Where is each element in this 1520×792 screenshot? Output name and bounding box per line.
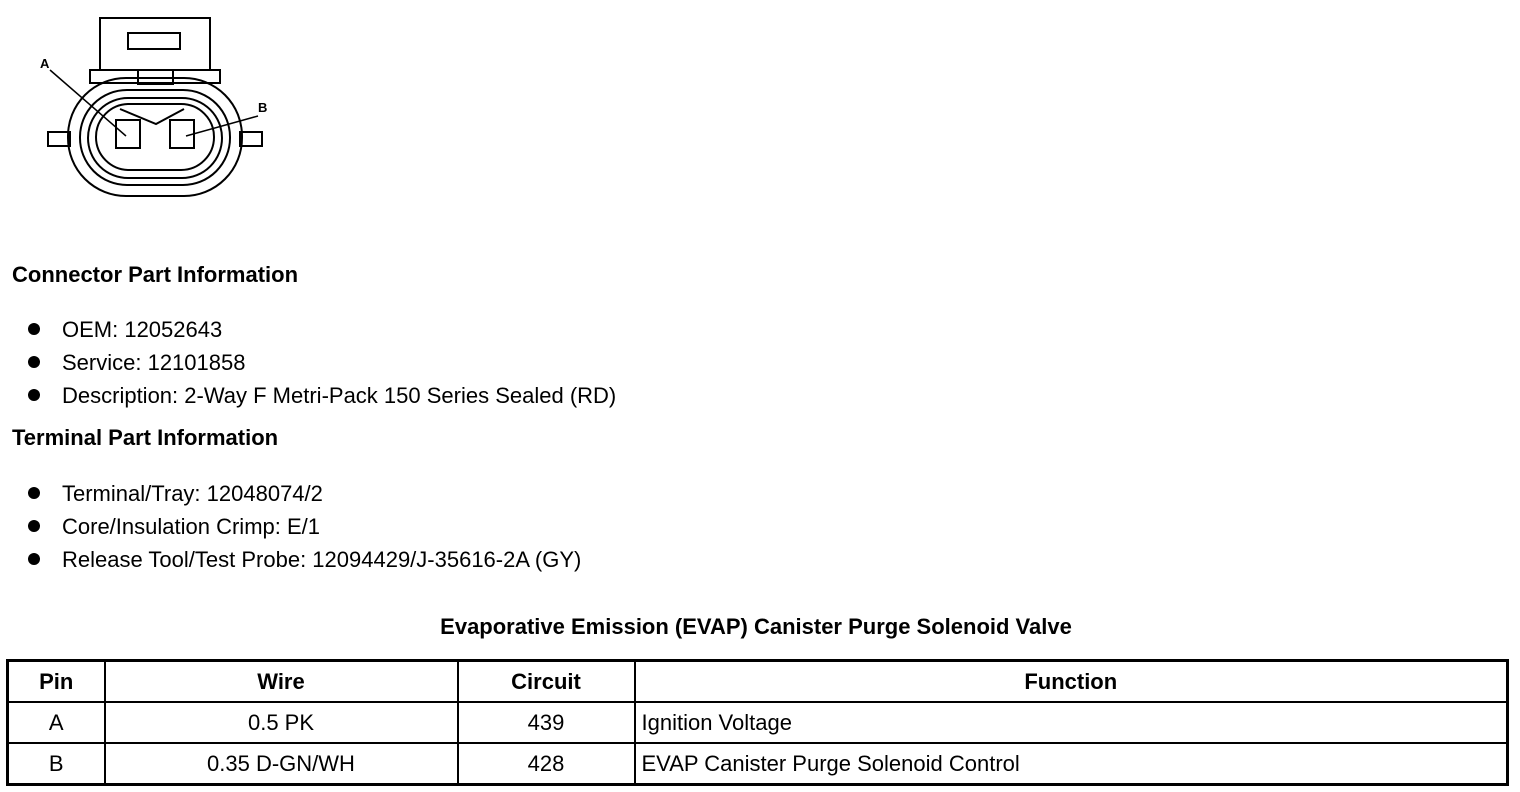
table-header-row [8, 661, 1508, 703]
connector-info-list [28, 313, 616, 412]
list-item [28, 477, 581, 510]
function-cell: Ignition Voltage [635, 702, 1508, 743]
bullet-icon [28, 553, 40, 565]
column-header-pin: Pin [8, 661, 105, 703]
list-item-text: Release Tool/Test Probe: 12094429/J-35616-2A (GY) [62, 547, 582, 572]
bullet-icon [28, 356, 40, 368]
bullet-icon [28, 520, 40, 532]
terminal-info-list [28, 477, 581, 576]
list-item-text: Description: 2-Way F Metri-Pack 150 Series Sealed (RD) [62, 383, 617, 408]
table-row [8, 743, 1508, 785]
column-header-circuit: Circuit [458, 661, 635, 703]
bullet-icon [28, 389, 40, 401]
list-item [28, 379, 616, 412]
list-item-text: OEM: 12052643 [62, 317, 223, 342]
wire-cell: 0.35 D-GN/WH [105, 743, 458, 785]
connector-diagram [28, 8, 378, 213]
connector-info-heading: Connector Part Information [12, 262, 299, 287]
wire-cell: 0.5 PK [105, 702, 458, 743]
pin-b-callout: B [258, 100, 268, 115]
list-item [28, 346, 616, 379]
connector-face-drawing [28, 8, 378, 213]
pin-cell: B [8, 743, 105, 785]
list-item [28, 510, 581, 543]
list-item-text: Core/Insulation Crimp: E/1 [62, 514, 320, 539]
terminal-info-heading: Terminal Part Information [12, 425, 279, 450]
pin-a-callout: A [40, 56, 50, 71]
pin-cell: A [8, 702, 105, 743]
function-cell: EVAP Canister Purge Solenoid Control [635, 743, 1508, 785]
list-item [28, 313, 616, 346]
circuit-cell: 428 [458, 743, 635, 785]
column-header-wire: Wire [105, 661, 458, 703]
pin-table [6, 659, 1509, 786]
list-item-text: Terminal/Tray: 12048074/2 [62, 481, 323, 506]
bullet-icon [28, 487, 40, 499]
column-header-function: Function [635, 661, 1508, 703]
list-item-text: Service: 12101858 [62, 350, 246, 375]
table-row [8, 702, 1508, 743]
table-title: Evaporative Emission (EVAP) Canister Purge Solenoid Valve [440, 614, 1072, 639]
circuit-cell: 439 [458, 702, 635, 743]
bullet-icon [28, 323, 40, 335]
list-item [28, 543, 581, 576]
